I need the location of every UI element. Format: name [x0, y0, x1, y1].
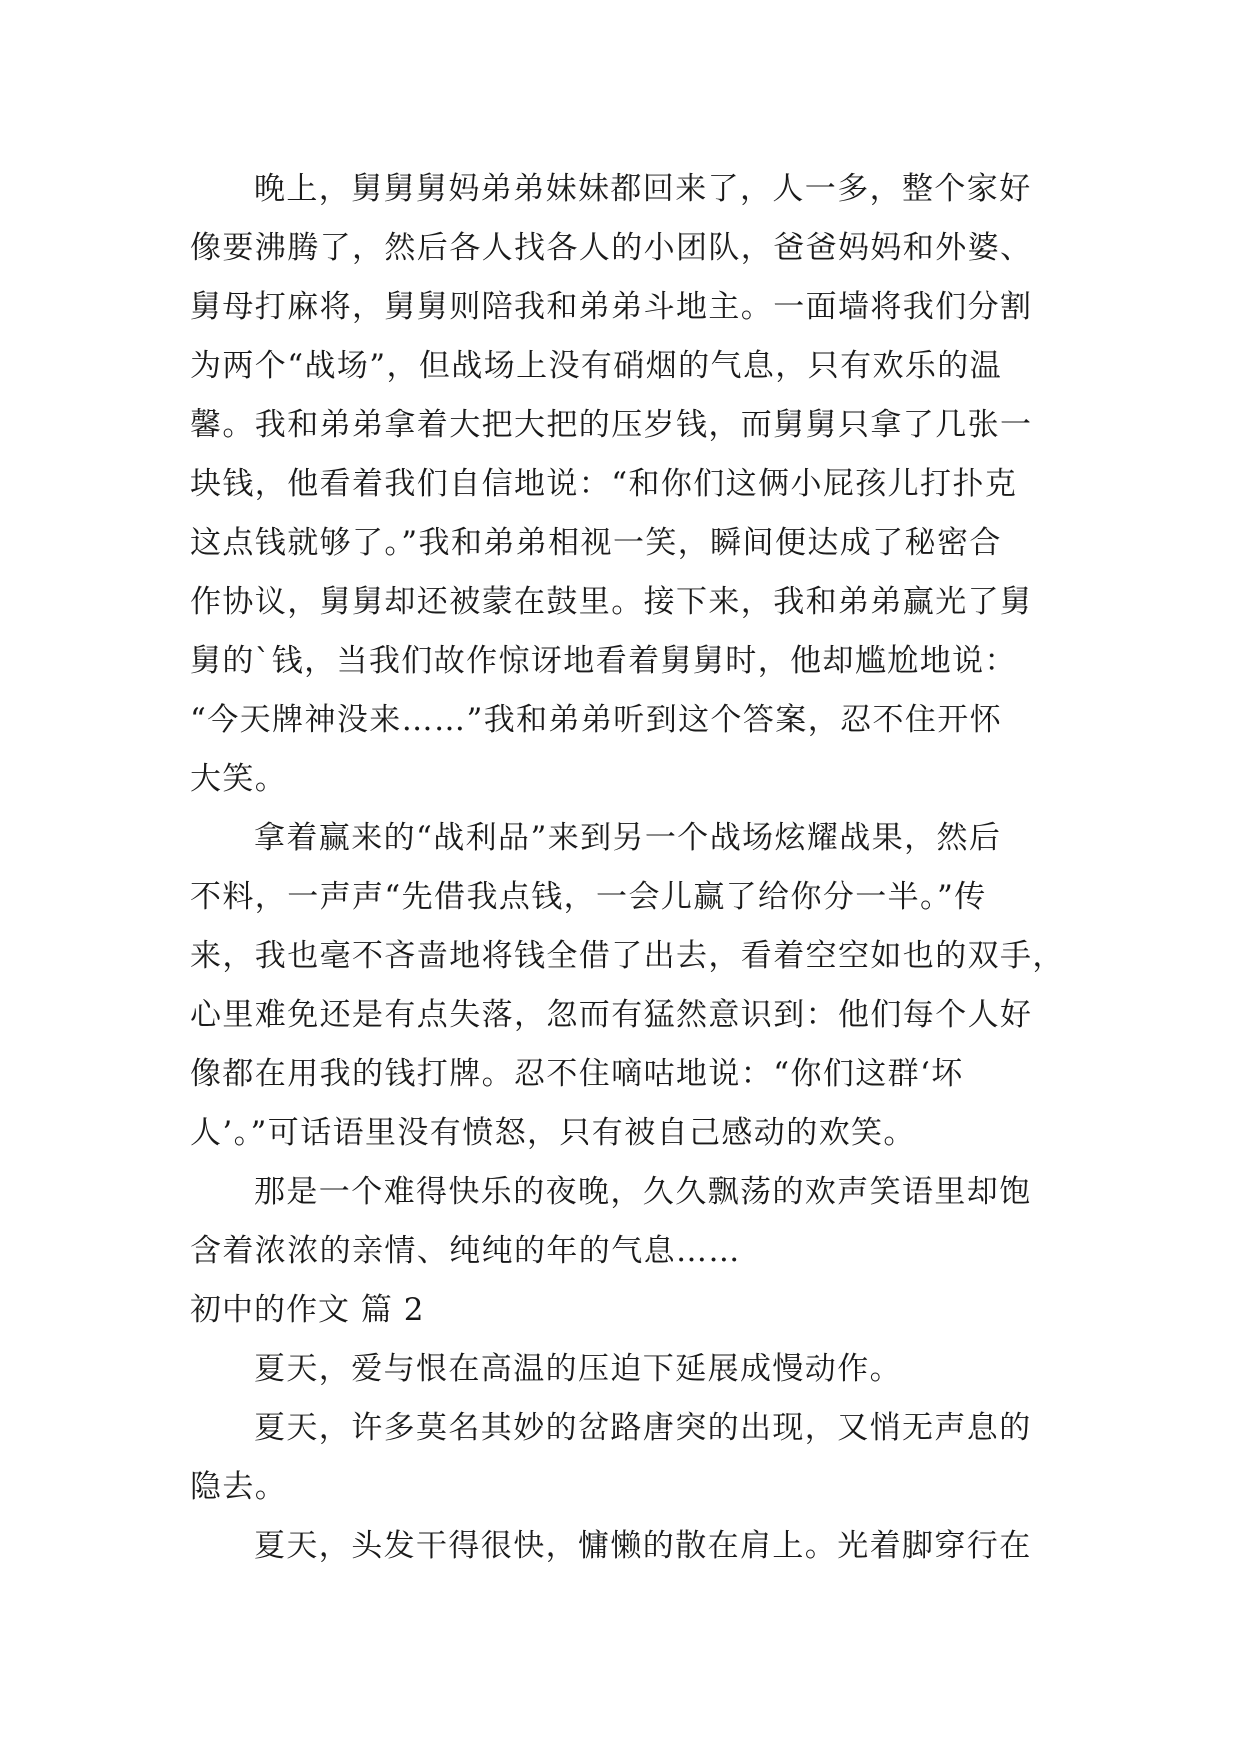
text-line: 像要沸腾了，然后各人找各人的小团队，爸爸妈妈和外婆、 [190, 230, 1033, 266]
text-line: 心里难免还是有点失落，忽而有猛然意识到：他们每个人好 [190, 997, 1033, 1033]
text-line: 那是一个难得快乐的夜晚，久久飘荡的欢声笑语里却饱 [254, 1174, 1032, 1210]
text-line: 舅母打麻将，舅舅则陪我和弟弟斗地主。一面墙将我们分割 [190, 289, 1033, 325]
section-heading: 初中的作文 篇 2 [190, 1292, 425, 1328]
text-line: 馨。我和弟弟拿着大把大把的压岁钱，而舅舅只拿了几张一 [190, 407, 1033, 443]
text-line: 晚上，舅舅舅妈弟弟妹妹都回来了，人一多，整个家好 [254, 171, 1032, 207]
text-line: 含着浓浓的亲情、纯纯的年的气息…… [190, 1233, 741, 1269]
text-line: 夏天，许多莫名其妙的岔路唐突的出现，又悄无声息的 [254, 1410, 1032, 1446]
essay-section-2 [190, 1340, 1050, 1576]
text-line: 作协议，舅舅却还被蒙在鼓里。接下来，我和弟弟赢光了舅 [190, 584, 1033, 620]
text-line: 为两个“战场”，但战场上没有硝烟的气息，只有欢乐的温 [190, 348, 1003, 384]
text-line: 隐去。 [190, 1469, 288, 1505]
text-line: 夏天，爱与恨在高温的压迫下延展成慢动作。 [254, 1351, 902, 1387]
text-line: 来，我也毫不吝啬地将钱全借了出去，看着空空如也的双手， [190, 938, 1065, 974]
text-line: 夏天，头发干得很快，慵懒的散在肩上。光着脚穿行在 [254, 1528, 1032, 1564]
essay-section-1 [190, 160, 1065, 1281]
text-line: 不料，一声声“先借我点钱，一会儿赢了给你分一半。”传 [190, 879, 987, 915]
text-line: 人’。”可话语里没有愤怒，只有被自己感动的欢笑。 [190, 1115, 916, 1151]
text-line: 块钱，他看着我们自信地说：“和你们这俩小屁孩儿打扑克 [190, 466, 1018, 502]
text-line: 拿着赢来的“战利品”来到另一个战场炫耀战果，然后 [254, 820, 1002, 856]
text-line: 像都在用我的钱打牌。忍不住嘀咕地说：“你们这群‘坏 [190, 1056, 964, 1092]
document-body [190, 160, 1065, 1576]
text-line: 这点钱就够了。”我和弟弟相视一笑，瞬间便达成了秘密合 [190, 525, 1002, 561]
text-line: 大笑。 [190, 761, 288, 797]
text-line: “今天牌神没来……”我和弟弟听到这个答案，忍不住开怀 [190, 702, 1003, 738]
text-line: 舅的`钱，当我们故作惊讶地看着舅舅时，他却尴尬地说： [190, 643, 1017, 679]
